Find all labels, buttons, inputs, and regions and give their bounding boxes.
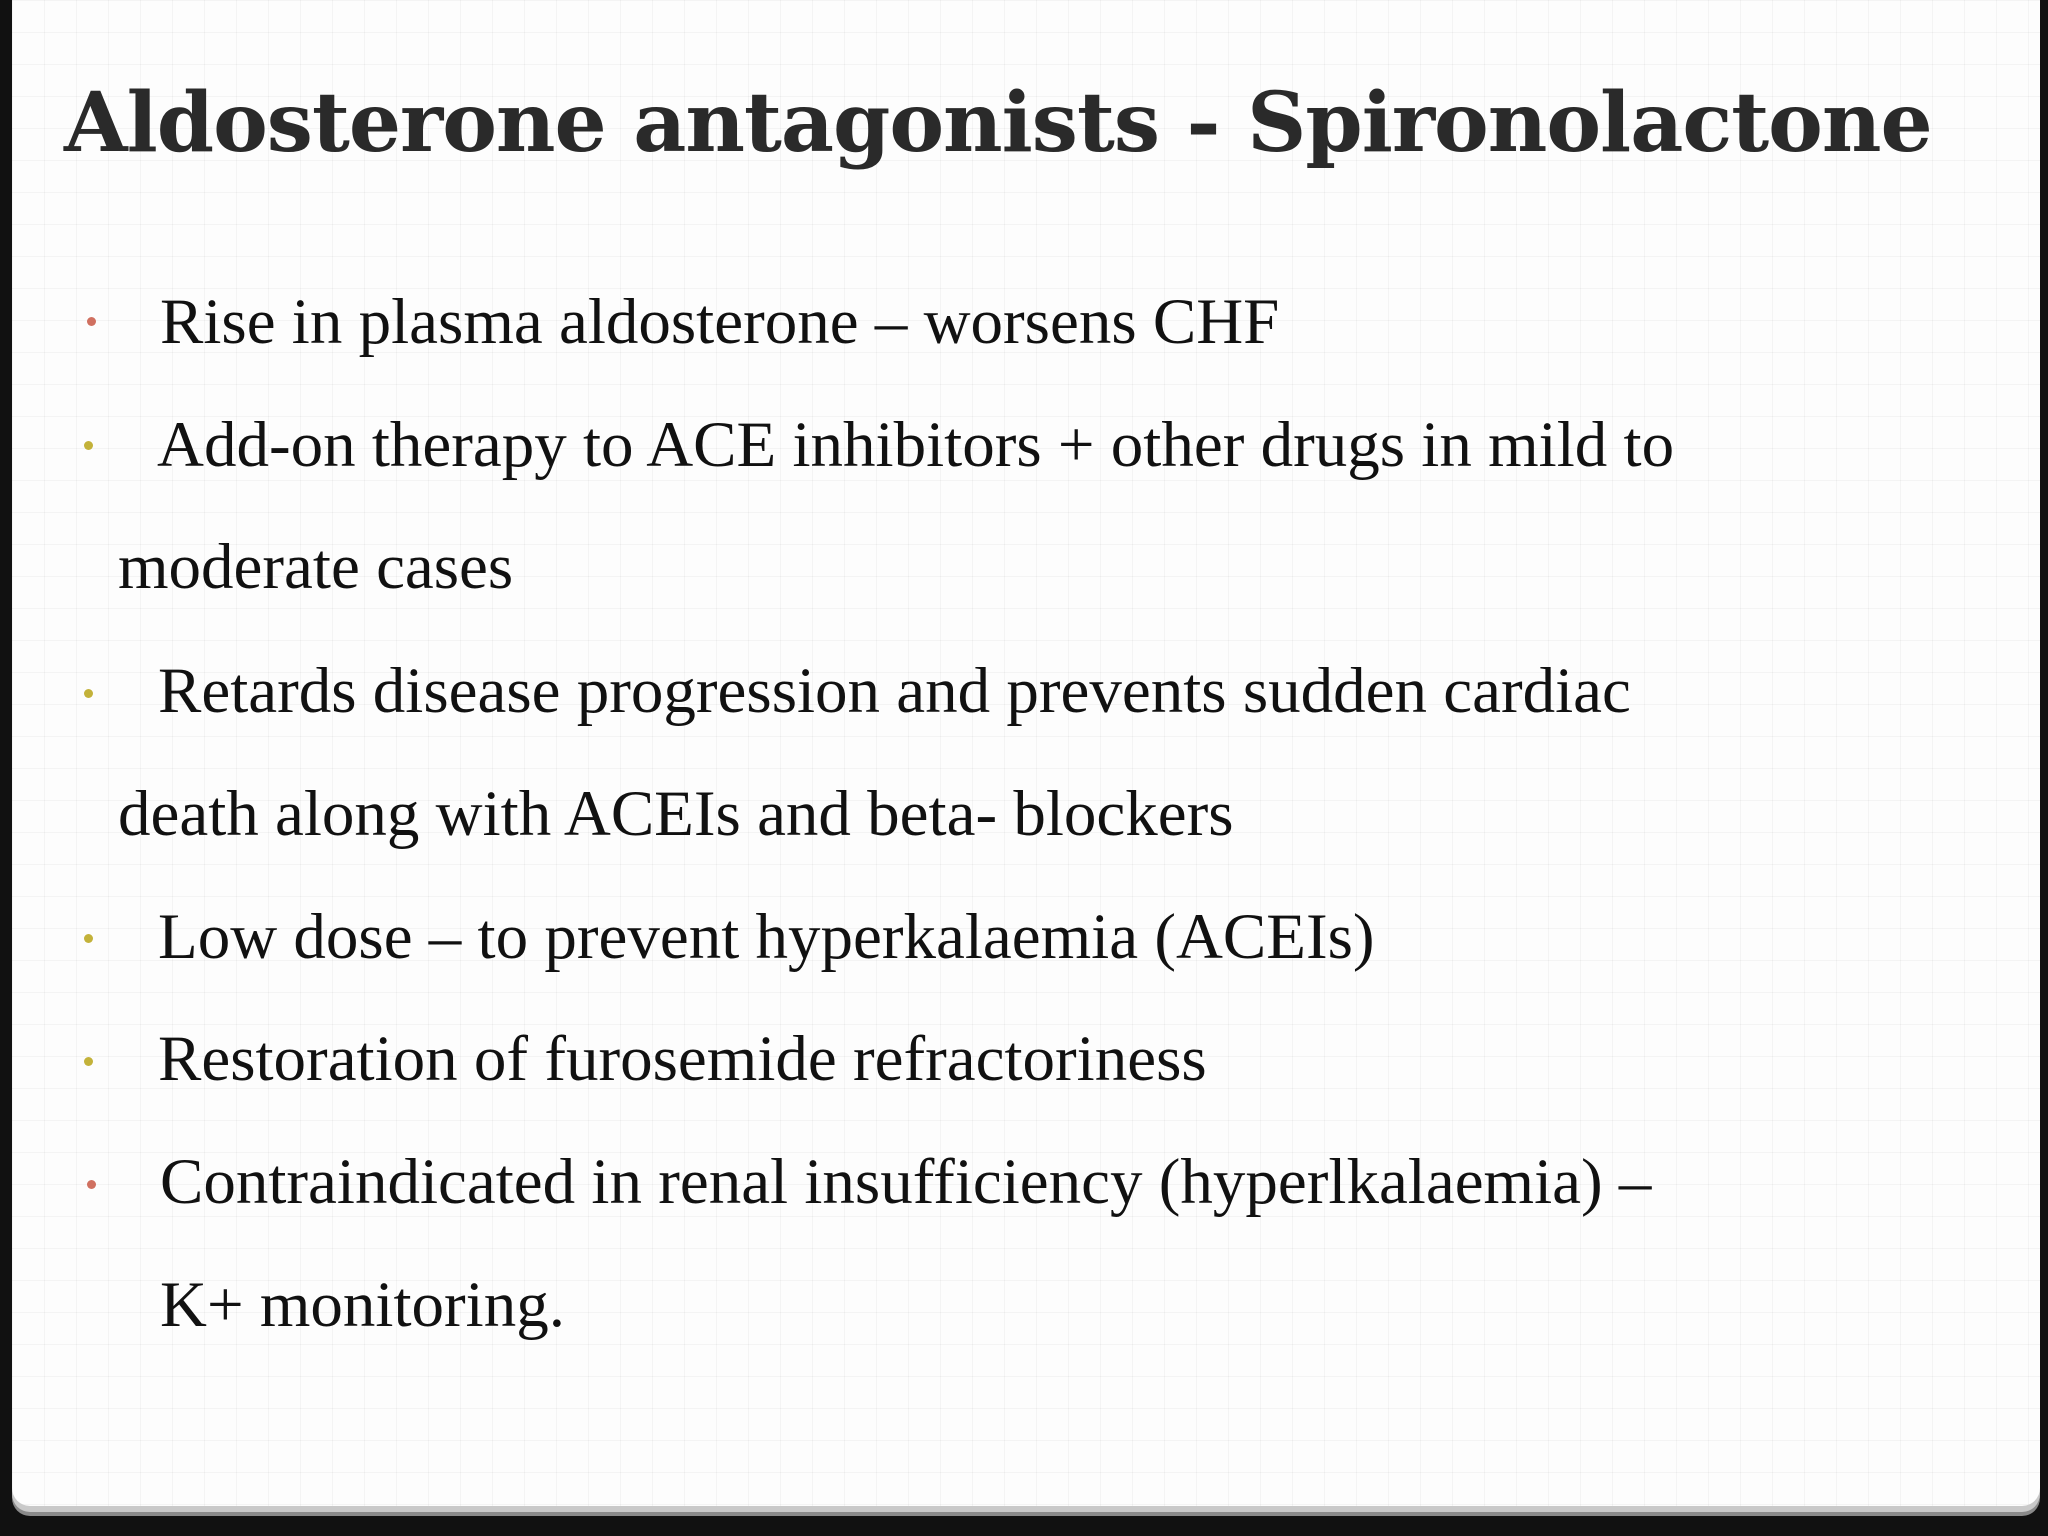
- bullet-dot-icon: [84, 1057, 93, 1066]
- bullet-text: Rise in plasma aldosterone – worsens CHF: [160, 286, 1280, 358]
- bullet-text-continuation: death along with ACEIs and beta- blockers: [118, 778, 1234, 850]
- bullet-dot-icon: [87, 1180, 96, 1189]
- bullet-text-continuation: K+ monitoring.: [160, 1269, 565, 1341]
- bullet-text: Add-on therapy to ACE inhibitors + other drugs in mild to: [157, 409, 1675, 481]
- bullet-text: Restoration of furosemide refractoriness: [158, 1023, 1207, 1095]
- bullet-text: Retards disease progression and prevents sudden cardiac: [158, 655, 1631, 727]
- bullet-dot-icon: [87, 317, 96, 326]
- slide: [12, 0, 2040, 1506]
- bullet-dot-icon: [84, 441, 93, 450]
- bullet-list: [12, 0, 2040, 1506]
- bullet-dot-icon: [84, 934, 93, 943]
- bullet-text-continuation: moderate cases: [118, 531, 514, 603]
- bullet-text: Low dose – to prevent hyperkalaemia (ACEIs): [158, 901, 1375, 973]
- bullet-dot-icon: [84, 689, 93, 698]
- bullet-text: Contraindicated in renal insufficiency (hyperlkalaemia) –: [160, 1146, 1652, 1218]
- slide-title: Aldosterone antagonists - Spironolactone: [64, 75, 1932, 171]
